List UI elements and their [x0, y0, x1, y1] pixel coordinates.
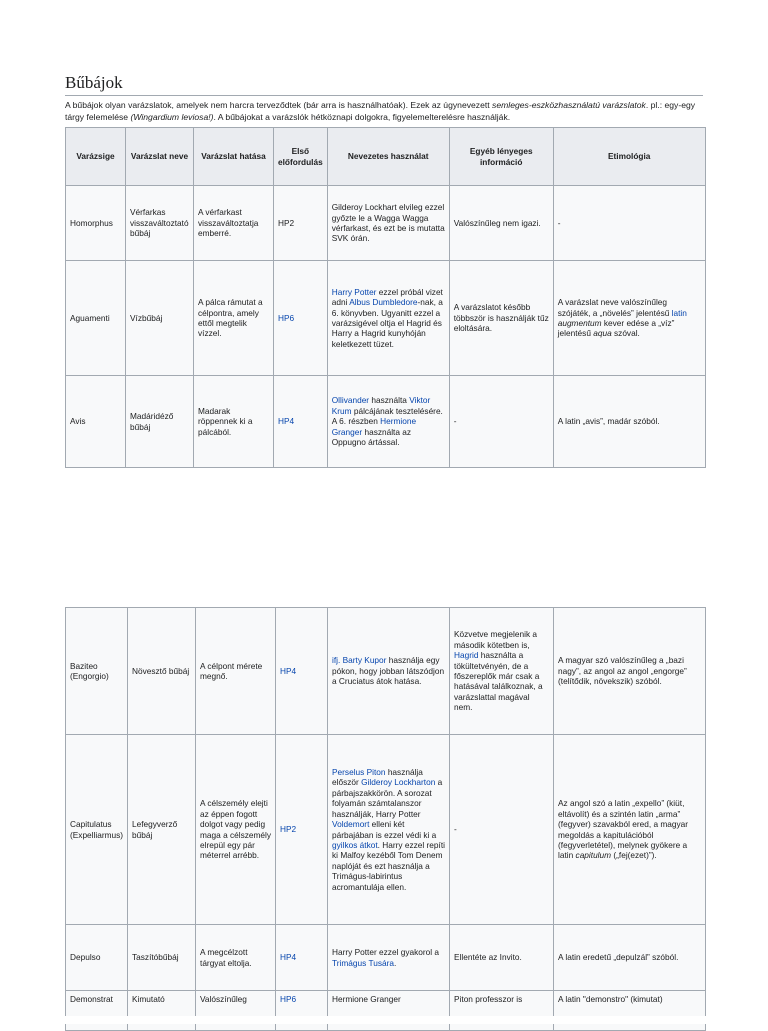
cell-name: Vérfarkas visszaváltoztató bűbáj	[126, 186, 194, 261]
link-harry-potter[interactable]: Harry Potter	[331, 286, 377, 297]
cell-other: Ellentéte az Invito.	[450, 925, 554, 991]
cell-name: Lefegyverző bűbáj	[128, 735, 196, 925]
cell-effect: A célszemély elejti az éppen fogott dolgot vagy pedig maga a célszemély elrepül egy pár méterrel arrébb.	[196, 735, 276, 925]
cell-spell: Baziteo (Engorgio)	[66, 608, 128, 735]
cell-first: HP2	[274, 186, 328, 261]
cell-name: Kimutató	[128, 991, 196, 1031]
header-first: Első előfordulás	[274, 128, 328, 186]
cell-effect: A célpont mérete megnő.	[196, 608, 276, 735]
cell-first: HP2	[276, 735, 328, 925]
header-effect: Varázslat hatása	[194, 128, 274, 186]
cell-spell: Homorphus	[66, 186, 126, 261]
table-row	[66, 261, 706, 376]
cell-first: HP4	[276, 925, 328, 991]
cell-etymology: A latin „avis”, madár szóból.	[553, 376, 705, 468]
intro-text: . A bűbájokat a varázslók hétköznapi dolgokra, figyelemelterelésre használják.	[213, 112, 511, 122]
cell-name: Taszítóbűbáj	[128, 925, 196, 991]
cell-other: Piton professzor is	[450, 991, 554, 1031]
intro-text: A bűbájok olyan varázslatok, amelyek nem harcra terveződtek (bár arra is használhatóak). Ezek az úgynevezett	[65, 100, 493, 110]
cell-effect: A megcélzott tárgyat eltolja.	[196, 925, 276, 991]
intro-italic-example: (Wingardium leviosa!)	[130, 112, 214, 122]
cell-notable: Perselus Piton használja először Gilderoy Lockharton a párbajszakkörön. A sorozat folyamán számtalanszor használják, Harry Potter Voldemort elleni két párbajában is ezzel védi ki a gyilkos átkot. Harry ezzel repíti ki Malfoy kezéből Tom Denem naplóját és ezt használja a Trimágus-labirintus acromantulája ellen.	[328, 735, 450, 925]
cell-other: -	[449, 376, 553, 468]
cell-name: Vízbűbáj	[126, 261, 194, 376]
link-hagrid[interactable]: Hagrid	[454, 650, 479, 661]
cell-etymology: -	[553, 186, 705, 261]
cell-first: HP6	[276, 991, 328, 1031]
link-albus-dumbledore[interactable]: Albus Dumbledore	[349, 297, 418, 308]
cell-notable: Gilderoy Lockhart elvileg ezzel győzte le a Wagga Wagga vérfarkast, és ezt be is mutatta SVK órán.	[327, 186, 449, 261]
cell-effect: A pálca rámutat a célpontra, amely ettől megtelik vízzel.	[194, 261, 274, 376]
cell-spell: Depulso	[66, 925, 128, 991]
link-gilderoy-lockhart[interactable]: Gilderoy Lockharton	[361, 777, 436, 788]
cell-spell: Aguamenti	[66, 261, 126, 376]
spells-table	[65, 127, 706, 468]
link-perselus-piton[interactable]: Perselus Piton	[332, 767, 386, 778]
table-header-row	[66, 128, 706, 186]
header-name: Varázslat neve	[126, 128, 194, 186]
cell-name: Növesztő bűbáj	[128, 608, 196, 735]
cell-other: Közvetve megjelenik a második kötetben is, Hagrid használta a tökültetvényén, de a főszereplők már csak a hatásával találkoznak, a varázslattal magával nem.	[450, 608, 554, 735]
link-voldemort[interactable]: Voldemort	[332, 819, 370, 830]
table-row	[66, 186, 706, 261]
header-other: Egyéb lényeges információ	[449, 128, 553, 186]
page-bottom-edge	[0, 1016, 768, 1024]
cell-etymology: A latin "demonstro" (kimutat)	[554, 991, 706, 1031]
cell-notable: ifj. Barty Kupor használja egy pókon, hogy jobban látszódjon a Cruciatus átok hatása.	[328, 608, 450, 735]
cell-notable: Harry Potter ezzel próbál vizet adni Albus Dumbledore-nak, a 6. könyvben. Ugyanitt ezzel a varázsigével oltja el Hagrid és Harry a Hagrid kunyhóján keletkezett tüzet.	[327, 261, 449, 376]
table-row	[66, 925, 706, 991]
table-row	[66, 735, 706, 925]
cell-spell: Avis	[66, 376, 126, 468]
link-viktor-krum[interactable]: Viktor Krum	[331, 395, 431, 416]
table-row	[66, 991, 706, 1031]
table-row	[66, 376, 706, 468]
cell-spell: Capitulatus (Expelliarmus)	[66, 735, 128, 925]
link-trimagus-tusa[interactable]: Trimágus Tusára	[332, 957, 394, 968]
spells-table-continued	[65, 607, 706, 1031]
link-gyilkos-atok[interactable]: gyilkos átkot	[332, 839, 378, 850]
cell-notable: Hermione Granger	[328, 991, 450, 1031]
cell-name: Madáridéző bűbáj	[126, 376, 194, 468]
cell-other: Valószínűleg nem igazi.	[449, 186, 553, 261]
link-barty-kupor[interactable]: ifj. Barty Kupor	[332, 655, 387, 666]
cell-first: HP6	[274, 261, 328, 376]
table-row	[66, 608, 706, 735]
intro-italic-term: semleges-eszközhasználatú varázslatok	[492, 100, 646, 110]
cell-effect: Valószínűleg	[196, 991, 276, 1031]
intro-paragraph	[65, 99, 705, 123]
cell-notable: Ollivander használta Viktor Krum pálcájának tesztelésére. A 6. részben Hermione Granger használta az Oppugno ártással.	[327, 376, 449, 468]
cell-other: A varázslatot később többször is használják tűz eloltására.	[449, 261, 553, 376]
link-hermione-granger[interactable]: Hermione Granger	[331, 416, 417, 437]
intro-text: . pl.: egy-egy tárgy felemelése	[65, 100, 696, 122]
cell-effect: Madarak röppennek ki a pálcából.	[194, 376, 274, 468]
section-title: Bűbájok	[65, 72, 703, 96]
header-spell: Varázsige	[66, 128, 126, 186]
cell-spell: Demonstrat	[66, 991, 128, 1031]
cell-first: HP4	[274, 376, 328, 468]
cell-etymology: A varázslat neve valószínűleg szójáték, a „növelés” jelentésű latin augmentum kever edése a „víz” jelentésű aqua szóval.	[553, 261, 705, 376]
cell-effect: A vérfarkast visszaváltoztatja emberré.	[194, 186, 274, 261]
cell-other: -	[450, 735, 554, 925]
header-notable: Nevezetes használat	[327, 128, 449, 186]
cell-etymology: Az angol szó a latin „expello” (kiüt, eltávolít) és a szintén latin „arma” (fegyver) szavakból ered, a magyar megoldás a kapitulációból (fegyverletétel), melynek gyökere a latin capitulum („fej(ezet)”).	[554, 735, 706, 925]
cell-etymology: A magyar szó valószínűleg a „bazi nagy”, az angol az angol „engorge” (telítődik, növekszik) szóból.	[554, 608, 706, 735]
header-etymology: Etimológia	[553, 128, 705, 186]
link-latin[interactable]: latin	[671, 307, 687, 318]
cell-first: HP4	[276, 608, 328, 735]
link-ollivander[interactable]: Ollivander	[331, 395, 370, 406]
cell-notable: Harry Potter ezzel gyakorol a Trimágus Tusára.	[328, 925, 450, 991]
cell-etymology: A latin eredetű „depulzál” szóból.	[554, 925, 706, 991]
